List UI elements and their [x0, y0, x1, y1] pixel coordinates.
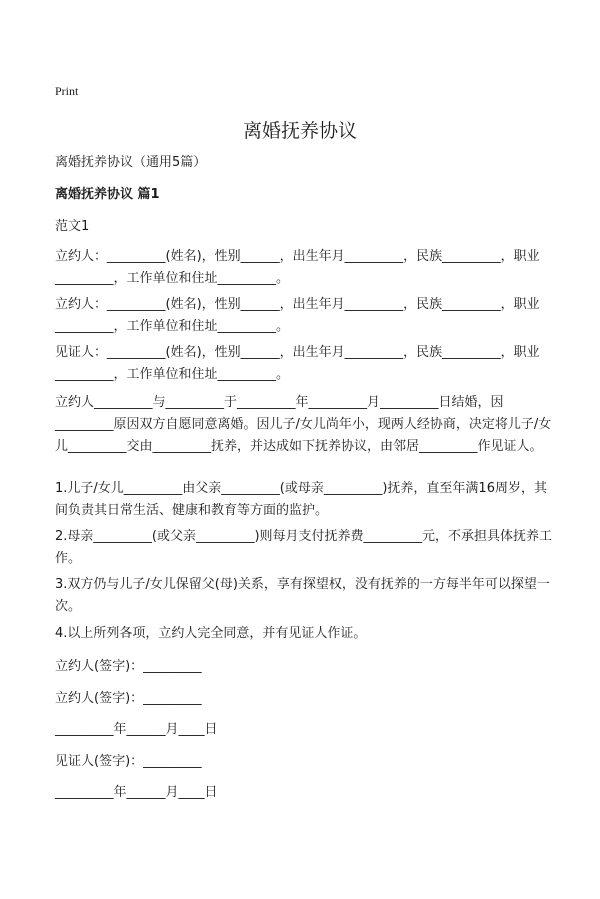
signature-date-2: _________年______月____日 — [55, 785, 218, 800]
print-label: Print — [55, 84, 79, 98]
signature-party-b: 立约人(签字)：_________ — [55, 691, 202, 706]
document-title: 离婚抚养协议 — [242, 120, 357, 142]
clause-2: 2.母亲_________(或父亲_________)则每月支付抚养费_________元，不承担具体抚养工作。 — [55, 529, 553, 566]
clause-3: 3.双方仍与儿子/女儿保留父(母)关系，享有探望权，没有抚养的一方每半年可以探望一次。 — [55, 577, 550, 614]
clause-4: 4.以上所列各项，立约人完全同意，并有见证人作证。 — [55, 626, 367, 641]
signature-date-1: _________年______月____日 — [55, 722, 218, 737]
document-subtitle: 离婚抚养协议（通用5篇） — [55, 155, 207, 170]
sample-label: 范文1 — [55, 219, 90, 234]
agreement-intro-paragraph: 立约人_________与_________于_________年_________月_________日结婚，因_________原因双方自愿同意离婚。因儿子/女儿尚年小，现两人经协商，决定将儿子/女儿_________交由_________抚养，并达成如下抚养协议，由邻居_________作见证人。 — [55, 395, 552, 454]
signature-party-a: 立约人(签字)：_________ — [55, 659, 202, 674]
signature-witness: 见证人(签字)：_________ — [55, 754, 202, 769]
party-a-paragraph: 立约人：_________(姓名)，性别______，出生年月_________，民族_________，职业_________，工作单位和住址_________。 — [55, 249, 540, 286]
witness-paragraph: 见证人：_________(姓名)，性别______，出生年月_________，民族_________，职业_________，工作单位和住址_________。 — [55, 345, 540, 382]
section-heading: 离婚抚养协议 篇1 — [55, 187, 160, 202]
party-b-paragraph: 立约人：_________(姓名)，性别______，出生年月_________，民族_________，职业_________，工作单位和住址_________。 — [55, 297, 540, 334]
clause-1: 1.儿子/女儿_________由父亲_________(或母亲_________)抚养，直至年满16周岁，其间负责其日常生活、健康和教育等方面的监护。 — [55, 481, 547, 518]
